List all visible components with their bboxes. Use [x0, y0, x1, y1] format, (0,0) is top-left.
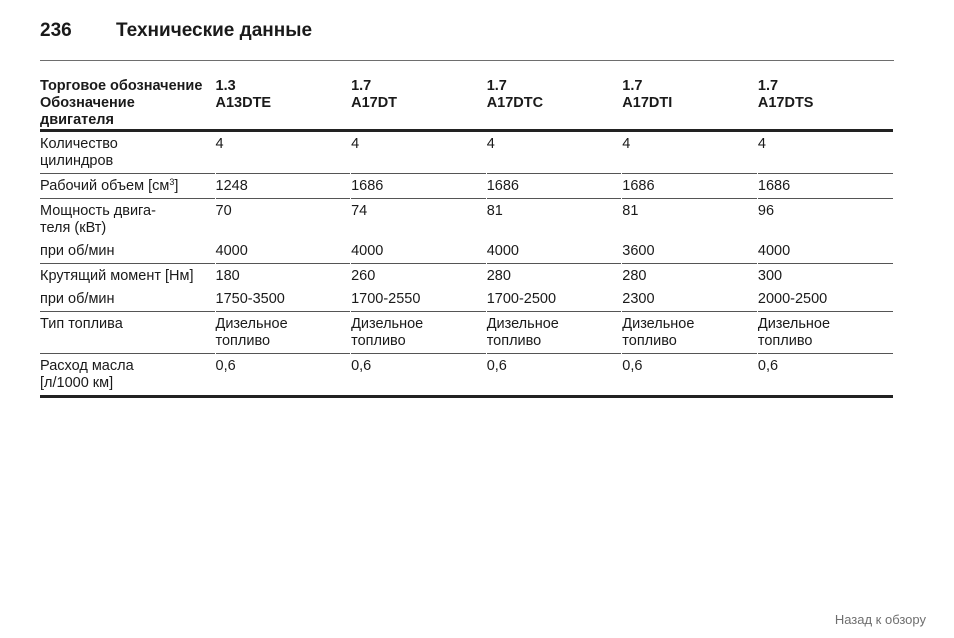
row-label [40, 174, 215, 199]
header-cell: 1.3 [215, 78, 236, 94]
trade-designation-row [40, 78, 893, 95]
oil-consumption-group [40, 354, 893, 397]
displacement-group [40, 174, 893, 199]
table-cell: Дизельное топливо [622, 316, 695, 349]
table-cell: 3600 [622, 243, 655, 259]
header-cell: A17DT [351, 95, 398, 111]
row-label: Тип топлива [40, 316, 123, 332]
row-label: Крутящий момент [Нм] [40, 268, 194, 284]
table-cell: 300 [757, 268, 783, 284]
table-cell: 4000 [351, 243, 384, 259]
table-cell: 1686 [486, 178, 519, 194]
table-cell: Дизельное топливо [215, 316, 288, 349]
table-cell: 0,6 [351, 358, 372, 374]
row-label: Обозначение двигателя [40, 95, 135, 128]
table-cell: 0,6 [622, 358, 643, 374]
engine-designation-row [40, 95, 893, 131]
header-cell: 1.7 [351, 78, 372, 94]
page-number: 236 [40, 20, 72, 41]
table-cell: Дизельное топливо [486, 316, 559, 349]
table-cell: 0,6 [486, 358, 507, 374]
table-cell: 4000 [757, 243, 791, 259]
table-cell: 4 [215, 136, 224, 152]
table-row [40, 131, 893, 174]
table-row [40, 312, 893, 354]
table-cell: 4 [486, 136, 495, 152]
header-cell: 1.7 [486, 78, 507, 94]
table-row [40, 199, 893, 241]
fuel-group [40, 312, 893, 354]
table-cell: 1248 [215, 178, 248, 194]
table-cell: 81 [622, 203, 639, 219]
table-cell: 2300 [622, 291, 655, 307]
back-to-overview-link[interactable]: Назад к обзору [834, 612, 926, 627]
torque-group [40, 264, 893, 312]
table-cell: 1700-2550 [351, 291, 421, 307]
table-cell: 4 [351, 136, 360, 152]
header-cell: A17DTS [757, 95, 814, 111]
row-label-end: ] [174, 178, 179, 194]
row-label-text: Рабочий объем [см [40, 178, 170, 194]
table-cell: 1700-2500 [486, 291, 557, 307]
row-label: при об/мин [40, 243, 115, 259]
header-cell: 1.7 [757, 78, 779, 94]
table-cell: 1686 [622, 178, 655, 194]
table-cell: 0,6 [757, 358, 779, 374]
table-cell: 74 [351, 203, 368, 219]
table-cell: 0,6 [215, 358, 236, 374]
table-cell: 280 [622, 268, 647, 284]
header-cell: 1.7 [622, 78, 643, 94]
table-row [40, 240, 893, 264]
table-row [40, 354, 893, 397]
engine-spec-table [40, 78, 893, 398]
table-cell: 260 [351, 268, 376, 284]
table-cell: 70 [215, 203, 232, 219]
table-row [40, 288, 893, 312]
power-group [40, 199, 893, 264]
row-label: при об/мин [40, 291, 115, 307]
row-label: Мощность двига-теля (кВт) [40, 203, 156, 236]
table-cell: 4 [622, 136, 631, 152]
page-title: Технические данные [116, 20, 313, 41]
header-cell: A13DTE [215, 95, 272, 111]
page-header [40, 20, 894, 61]
table-cell: 2000-2500 [757, 291, 828, 307]
table-cell: 1750-3500 [215, 291, 285, 307]
table-cell: 4000 [215, 243, 248, 259]
table-cell: 4000 [486, 243, 519, 259]
header-cell: A17DTC [486, 95, 544, 111]
table-cell: 96 [757, 203, 775, 219]
superscript: 3 [169, 177, 175, 187]
row-label: Торговое обозначение [40, 78, 203, 94]
table-cell: 4 [757, 136, 766, 152]
table-cell: 1686 [351, 178, 384, 194]
table-cell: 180 [215, 268, 240, 284]
table-cell: 81 [486, 203, 503, 219]
table-row [40, 264, 893, 289]
table-cell: 280 [486, 268, 511, 284]
table-row [40, 174, 893, 199]
table-cell: 1686 [757, 178, 791, 194]
row-label: Количество цилиндров [40, 136, 118, 169]
cylinders-group [40, 131, 893, 174]
table-cell: Дизельное топливо [757, 316, 831, 349]
header-cell: A17DTI [622, 95, 673, 111]
table-cell: Дизельное топливо [351, 316, 424, 349]
row-label: Расход масла [л/1000 км] [40, 358, 134, 391]
